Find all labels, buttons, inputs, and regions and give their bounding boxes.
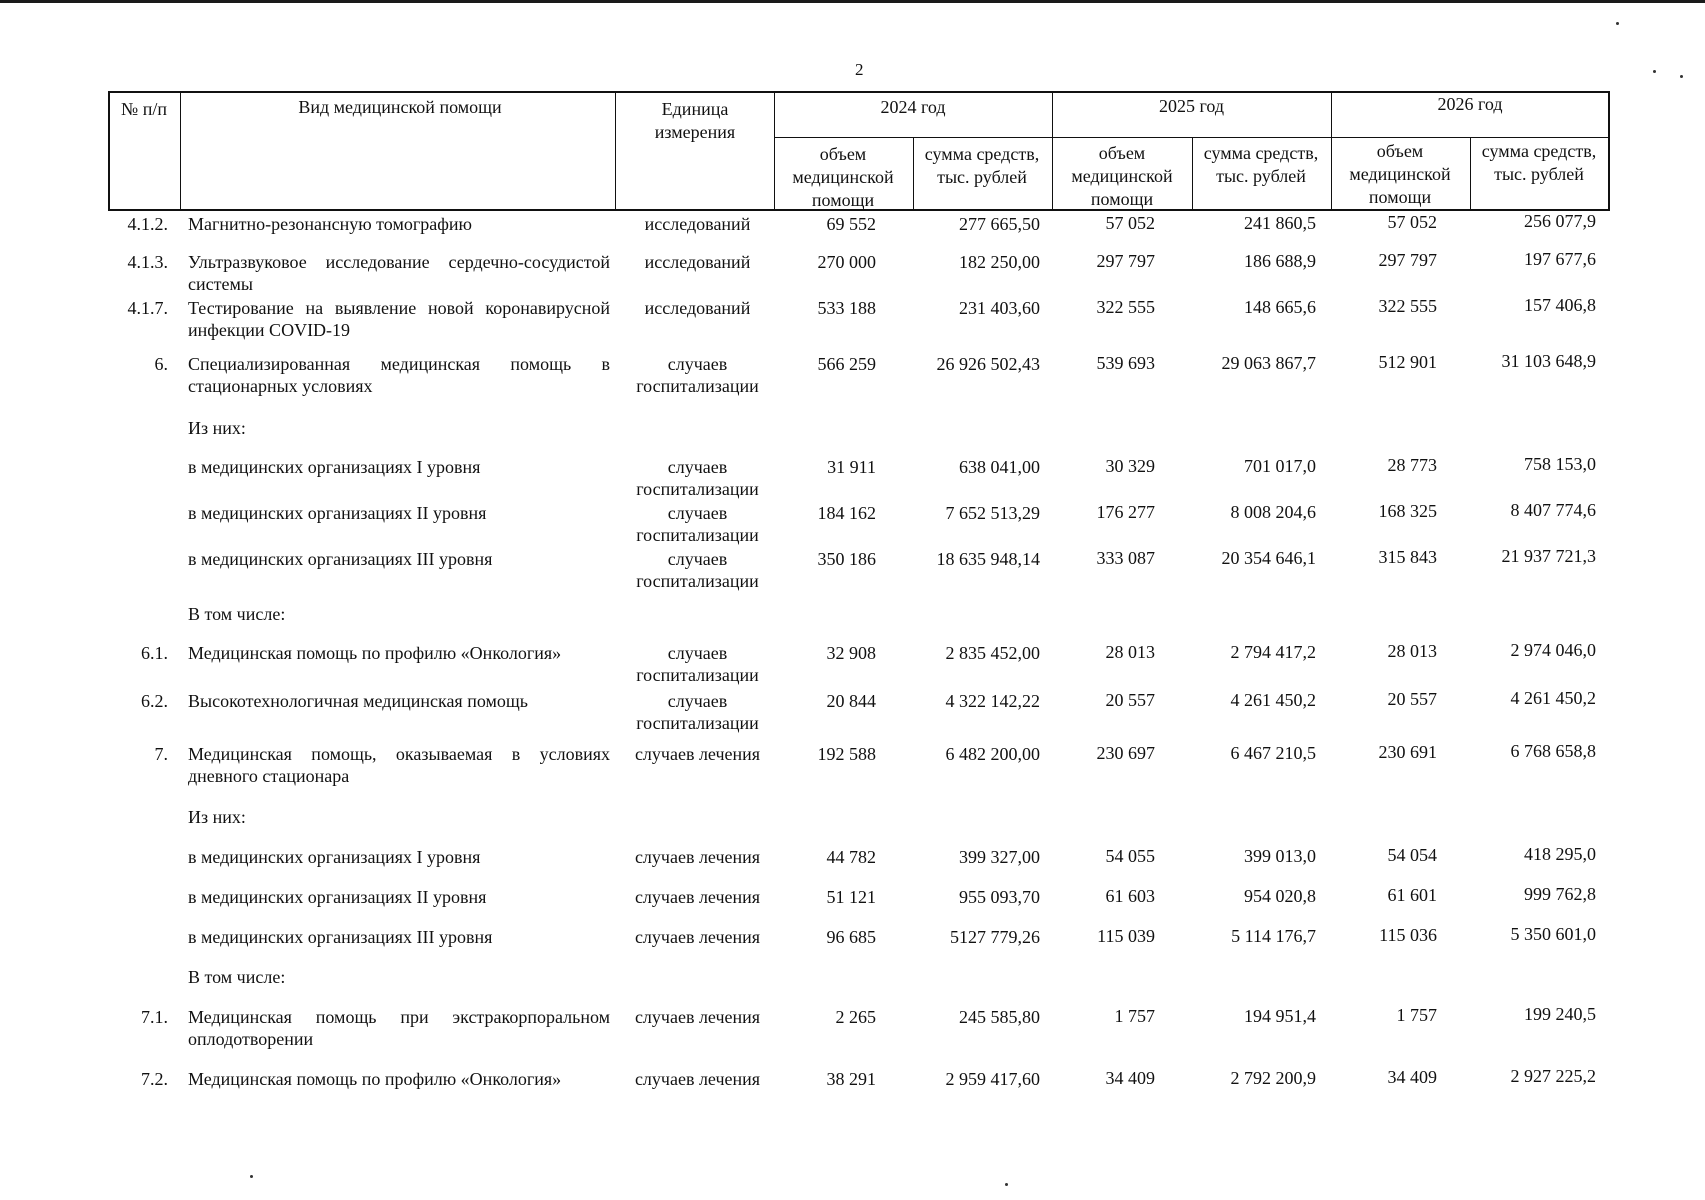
row-name: в медицинских организациях II уровня [188,887,487,907]
scan-speck [1005,1183,1008,1186]
col-line [108,91,110,211]
volume-2025: 322 555 [1096,297,1155,317]
sum-2025: 6 467 210,5 [1230,743,1316,763]
scan-top-edge [0,0,1705,3]
sum-2026: 197 677,6 [1524,249,1596,269]
sum-2024: 277 665,50 [959,214,1040,234]
volume-2024: 38 291 [826,1069,876,1089]
volume-2025: 230 697 [1096,743,1155,763]
row-unit: исследований [644,298,751,318]
sum-2025: 701 017,0 [1244,456,1316,476]
row-unit: случаев лечения [634,847,761,867]
row-unit: исследований [644,252,751,272]
sum-2025: 20 354 646,1 [1221,548,1316,568]
sum-2025: 8 008 204,6 [1230,502,1316,522]
sum-2024: 4 322 142,22 [945,691,1040,711]
volume-2026: 34 409 [1387,1067,1437,1087]
sum-2026: 157 406,8 [1524,295,1596,315]
row-unit: случаев госпитализации [636,354,759,396]
sum-2025: 186 688,9 [1244,251,1316,271]
page-number: 2 [855,60,864,79]
sum-2024: 399 327,00 [959,847,1040,867]
row-name: Ультразвуковое исследование сердечно-сосудистой системы [188,252,610,294]
row-name: Медицинская помощь по профилю «Онкология» [188,1069,562,1089]
row-number: 4.1.2. [127,214,168,234]
row-unit: случаев лечения [634,887,761,907]
sum-2026: 4 261 450,2 [1510,688,1596,708]
sum-2025: 5 114 176,7 [1231,926,1316,946]
row-unit: случаев госпитализации [636,691,759,733]
row-unit: исследований [644,214,751,234]
sum-2024: 2 835 452,00 [945,643,1040,663]
volume-2024: 184 162 [817,503,876,523]
volume-2025: 176 277 [1096,502,1155,522]
volume-2025: 539 693 [1096,353,1155,373]
volume-2026: 115 036 [1379,925,1437,945]
row-number: 6. [154,354,168,374]
row-unit: случаев госпитализации [636,457,759,499]
sum-2024: 231 403,60 [959,298,1040,318]
volume-2024: 270 000 [817,252,876,272]
sum-2025: 148 665,6 [1244,297,1316,317]
volume-2026: 315 843 [1378,547,1437,567]
volume-2025: 34 409 [1105,1068,1155,1088]
row-unit: случаев госпитализации [636,503,759,545]
sum-2025: 954 020,8 [1244,886,1316,906]
header-unit: Единица измерения [654,99,736,142]
sum-2024: 7 652 513,29 [945,503,1040,523]
sum-2025: 399 013,0 [1244,846,1316,866]
sum-2024: 245 585,80 [959,1007,1040,1027]
volume-2026: 61 601 [1387,885,1437,905]
row-name: Специализированная медицинская помощь в стационарных условиях [188,354,610,396]
volume-2026: 512 901 [1378,352,1437,372]
scan-speck [250,1175,253,1178]
row-unit: случаев госпитализации [636,643,759,685]
sum-2024: 638 041,00 [959,457,1040,477]
volume-2026: 28 013 [1387,641,1437,661]
sum-2024: 5127 779,26 [950,927,1040,947]
col-line [180,91,181,211]
row-name: Тестирование на выявление новой коронавирусной инфекции COVID-19 [188,298,610,340]
header-volume-2025: объем медицинской помощи [1071,143,1173,209]
sum-2024: 6 482 200,00 [945,744,1040,764]
volume-2024: 32 908 [826,643,876,663]
volume-2026: 322 555 [1378,296,1437,316]
row-name: В том числе: [188,967,286,987]
sum-2026: 199 240,5 [1524,1004,1596,1024]
col-line [1192,137,1193,211]
sum-2025: 4 261 450,2 [1230,690,1316,710]
row-name: в медицинских организациях I уровня [188,457,481,477]
volume-2024: 44 782 [826,847,876,867]
volume-2024: 51 121 [826,887,876,907]
volume-2025: 20 557 [1105,690,1155,710]
sum-2025: 2 794 417,2 [1230,642,1316,662]
row-unit: случаев лечения [634,744,761,764]
volume-2025: 1 757 [1114,1006,1155,1026]
volume-2025: 30 329 [1105,456,1155,476]
header-sum-2024: сумма средств, тыс. рублей [924,144,1040,187]
col-line [615,91,616,211]
volume-2024: 350 186 [817,549,876,569]
volume-2024: 69 552 [826,214,876,234]
volume-2026: 57 052 [1387,212,1437,232]
sum-2026: 999 762,8 [1524,884,1596,904]
row-unit: случаев лечения [634,1007,761,1027]
volume-2025: 57 052 [1105,213,1155,233]
volume-2026: 297 797 [1378,250,1437,270]
volume-2024: 31 911 [827,457,876,477]
row-name: Из них: [188,807,246,827]
sum-2026: 418 295,0 [1524,844,1596,864]
sum-2026: 2 974 046,0 [1510,640,1596,660]
row-number: 4.1.7. [127,298,168,318]
sum-2026: 21 937 721,3 [1501,546,1596,566]
sum-2025: 29 063 867,7 [1221,353,1316,373]
volume-2024: 20 844 [826,691,876,711]
row-number: 6.1. [141,643,168,663]
col-line [1470,137,1471,211]
sum-2025: 2 792 200,9 [1230,1068,1316,1088]
sum-2025: 241 860,5 [1244,213,1316,233]
row-number: 7. [154,744,168,764]
volume-2025: 54 055 [1105,846,1155,866]
volume-2025: 115 039 [1097,926,1155,946]
sum-2024: 2 959 417,60 [945,1069,1040,1089]
row-name: В том числе: [188,604,286,624]
volume-2024: 192 588 [817,744,876,764]
sum-2026: 5 350 601,0 [1510,924,1596,944]
row-number: 6.2. [141,691,168,711]
row-name: Медицинская помощь при экстракорпоральном оплодотворении [188,1007,610,1049]
header-volume-2024: объем медицинской помощи [792,144,894,210]
row-name: Из них: [188,418,246,438]
volume-2025: 297 797 [1096,251,1155,271]
row-unit: случаев лечения [634,1069,761,1089]
sum-2024: 955 093,70 [959,887,1040,907]
header-year-2024: 2024 год [880,97,946,117]
sum-2026: 6 768 658,8 [1510,741,1596,761]
scan-speck [1616,22,1619,25]
header-num: № п/п [121,99,167,119]
volume-2024: 96 685 [826,927,876,947]
row-number: 7.2. [141,1069,168,1089]
header-sum-2026: сумма средств, тыс. рублей [1481,141,1597,184]
row-unit: случаев госпитализации [636,549,759,591]
row-name: Медицинская помощь по профилю «Онкология» [188,643,562,663]
header-volume-2026: объем медицинской помощи [1349,141,1451,207]
volume-2025: 28 013 [1105,642,1155,662]
volume-2025: 61 603 [1105,886,1155,906]
volume-2024: 533 188 [817,298,876,318]
row-number: 4.1.3. [127,252,168,272]
row-name: Магнитно-резонансную томографию [188,214,472,234]
volume-2026: 168 325 [1378,501,1437,521]
volume-2026: 28 773 [1387,455,1437,475]
volume-2026: 1 757 [1396,1005,1437,1025]
sum-2026: 2 927 225,2 [1510,1066,1596,1086]
row-name: в медицинских организациях III уровня [188,927,493,947]
header-type: Вид медицинской помощи [298,97,502,117]
sum-2026: 758 153,0 [1524,454,1596,474]
sum-2024: 26 926 502,43 [936,354,1040,374]
scan-speck [1653,70,1656,73]
volume-2026: 230 691 [1378,742,1437,762]
sum-2026: 8 407 774,6 [1510,500,1596,520]
row-name: в медицинских организациях III уровня [188,549,493,569]
row-unit: случаев лечения [634,927,761,947]
volume-2025: 333 087 [1096,548,1155,568]
sum-2026: 256 077,9 [1524,211,1596,231]
sum-2024: 182 250,00 [959,252,1040,272]
header-year-2025: 2025 год [1158,96,1225,116]
sum-2025: 194 951,4 [1244,1006,1316,1026]
row-name: Высокотехнологичная медицинская помощь [188,691,528,711]
volume-2024: 566 259 [817,354,876,374]
header-sum-2025: сумма средств, тыс. рублей [1203,143,1319,186]
sum-2026: 31 103 648,9 [1501,351,1596,371]
sum-2024: 18 635 948,14 [936,549,1040,569]
row-name: в медицинских организациях II уровня [188,503,487,523]
volume-2026: 20 557 [1387,689,1437,709]
row-name: Медицинская помощь, оказываемая в условиях дневного стационара [188,744,610,786]
volume-2026: 54 054 [1387,845,1437,865]
col-line [913,137,914,211]
volume-2024: 2 265 [835,1007,876,1027]
row-number: 7.1. [141,1007,168,1027]
header-year-2026: 2026 год [1437,94,1503,114]
row-name: в медицинских организациях I уровня [188,847,481,867]
scan-speck [1680,75,1683,78]
